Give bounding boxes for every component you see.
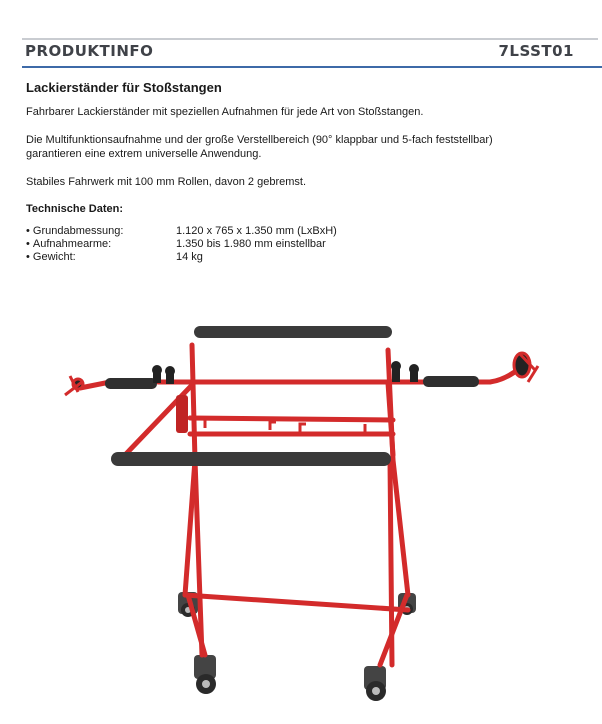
section-title: PRODUKTINFO — [25, 42, 154, 60]
top-divider — [22, 38, 598, 40]
spec-row — [26, 238, 586, 251]
spec-value: 1.350 bis 1.980 mm einstellbar — [176, 238, 326, 250]
right-arm-grip — [423, 376, 479, 387]
product-name: Lackierständer für Stoßstangen — [26, 80, 222, 95]
right-holder-head — [514, 353, 538, 382]
description-2-line-1: Die Multifunktionsaufnahme und der große Verstellbereich (90° klappbar und 5-fach feststellbar) — [26, 134, 493, 146]
spec-value: 14 kg — [176, 251, 203, 263]
caster-wheel — [194, 655, 216, 694]
caster-wheel — [364, 666, 386, 701]
bumper-stand-illustration — [50, 310, 550, 705]
tech-heading: Technische Daten: — [26, 203, 123, 215]
product-info-body — [26, 80, 586, 264]
description-3: Stabiles Fahrwerk mit 100 mm Rollen, davon 2 gebremst. — [26, 176, 307, 188]
description-1: Fahrbarer Lackierständer mit speziellen Aufnahmen für jede Art von Stoßstangen. — [26, 106, 424, 118]
spec-row — [26, 225, 586, 238]
spec-label: • Aufnahmearme: — [26, 238, 176, 251]
left-holder-head — [65, 376, 83, 395]
front-grip-bar — [111, 452, 391, 466]
spec-list — [26, 225, 586, 264]
stand-frame — [80, 345, 520, 665]
spec-label: • Gewicht: — [26, 251, 176, 264]
left-arm-grip — [105, 378, 157, 389]
description-2-line-2: garantieren eine extrem universelle Anwendung. — [26, 148, 262, 160]
article-code: 7LSST01 — [498, 42, 574, 60]
spec-value: 1.120 x 765 x 1.350 mm (LxBxH) — [176, 225, 337, 237]
spec-label: • Grundabmessung: — [26, 225, 176, 238]
top-grip-bar — [194, 326, 392, 338]
spec-row — [26, 251, 586, 264]
pivot-bracket — [176, 395, 188, 433]
header-divider — [22, 66, 602, 68]
page-header — [22, 42, 598, 64]
description-2 — [26, 133, 586, 161]
